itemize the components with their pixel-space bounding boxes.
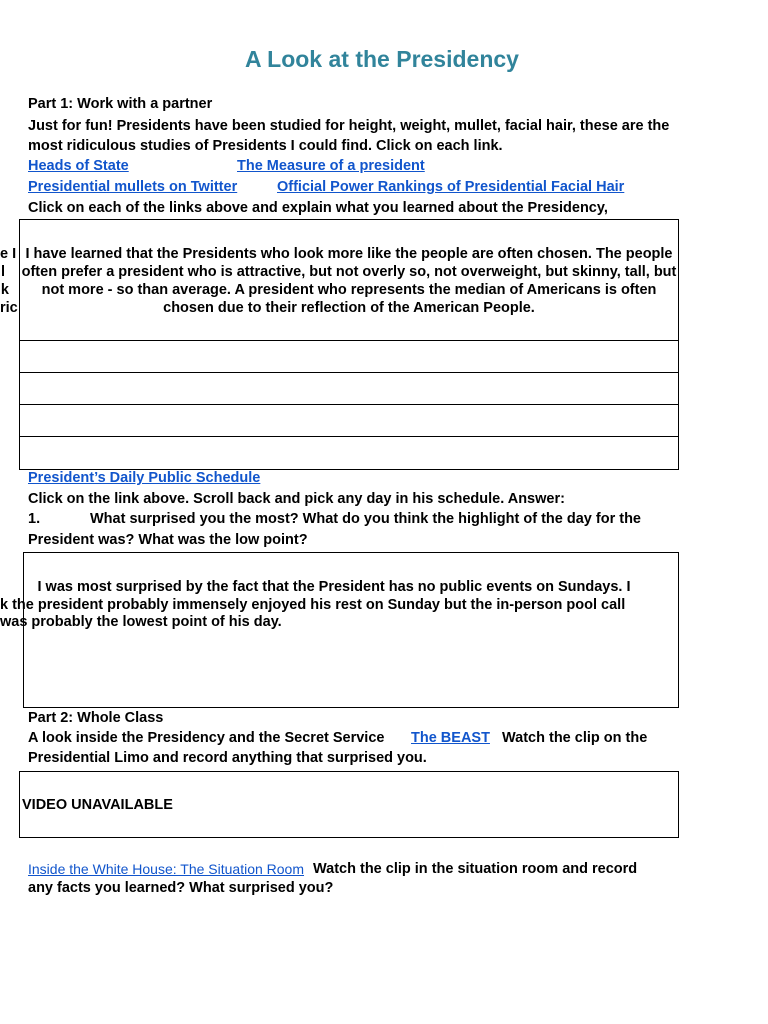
answer-2-line: I was most surprised by the fact that the President has no public events on Sundays. I xyxy=(37,579,631,595)
part2-heading: Part 2: Whole Class xyxy=(28,710,164,726)
the-beast-link[interactable]: The BEAST xyxy=(411,730,490,746)
overflow-fragment: ric xyxy=(0,300,18,316)
beast-prefix: A look inside the Presidency and the Secret Service xyxy=(28,730,385,746)
overflow-fragment: k xyxy=(0,282,9,298)
answer-2-line: was probably the lowest point of his day. xyxy=(0,614,282,630)
overflow-fragment: e I xyxy=(0,246,17,262)
overflow-fragment: l xyxy=(0,264,5,280)
part1-instruction: Click on each of the links above and explain what you learned about the Presidency, xyxy=(28,200,608,216)
situation-suffix: Watch the clip in the situation room and record xyxy=(313,861,638,877)
part1-heading: Part 1: Work with a partner xyxy=(28,96,213,112)
table-row-divider xyxy=(19,404,679,405)
heads-of-state-link[interactable]: Heads of State xyxy=(28,158,129,174)
table-row-divider xyxy=(19,372,679,373)
page-title: A Look at the Presidency xyxy=(245,46,519,72)
table-row-divider xyxy=(19,340,679,341)
presidential-mullets-link[interactable]: Presidential mullets on Twitter xyxy=(28,179,238,195)
table-row-divider xyxy=(19,436,679,437)
measure-of-president-link[interactable]: The Measure of a president xyxy=(237,158,425,174)
question-text: What surprised you the most? What do you think the highlight of the day for the xyxy=(90,511,641,527)
answer-2-line: k the president probably immensely enjoyed his rest on Sunday but the in-person pool call xyxy=(0,597,626,613)
answer-1-text: I have learned that the Presidents who look more like the people are often chosen. The people often prefer a president who is attractive, but not overly so, not overweight, but skinny, tall, but not more - so than average. A president who represents the median of Americans is often chosen due to their reflection of the American People. xyxy=(21,246,677,316)
situation-room-link[interactable]: Inside the White House: The Situation Room xyxy=(28,861,305,877)
daily-schedule-link[interactable]: President’s Daily Public Schedule xyxy=(28,470,261,486)
situation-continued: any facts you learned? What surprised you? xyxy=(28,880,334,896)
video-unavailable-label: VIDEO UNAVAILABLE xyxy=(22,797,173,813)
schedule-instruction: Click on the link above. Scroll back and pick any day in his schedule. Answer: xyxy=(28,491,565,507)
beast-suffix: Watch the clip on the xyxy=(502,730,648,746)
part1-intro: Just for fun! Presidents have been studied for height, weight, mullet, facial hair, these are the most ridiculous studies of Presidents I could find. Click on each link. xyxy=(28,118,670,154)
facial-hair-rankings-link[interactable]: Official Power Rankings of Presidential Facial Hair xyxy=(277,179,625,195)
question-text-continued: President was? What was the low point? xyxy=(28,532,308,548)
beast-continued: Presidential Limo and record anything that surprised you. xyxy=(28,750,427,766)
question-number: 1. xyxy=(28,511,41,527)
